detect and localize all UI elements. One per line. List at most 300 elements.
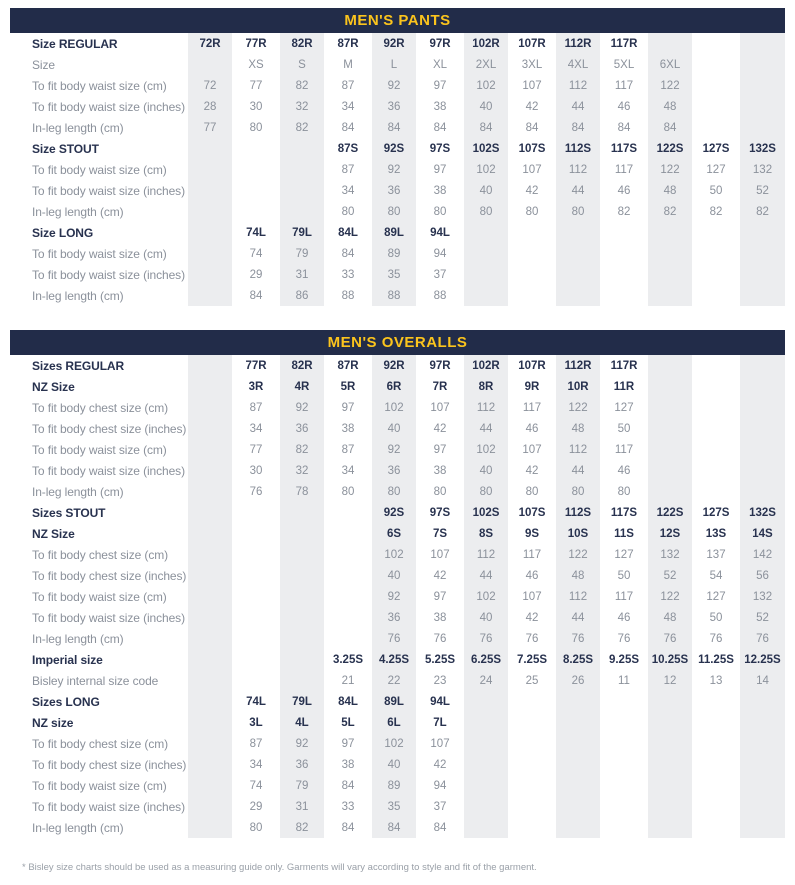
size-cell: 34 bbox=[233, 418, 279, 439]
size-cell bbox=[187, 628, 233, 649]
size-cell: 40 bbox=[463, 460, 509, 481]
size-cell bbox=[279, 138, 325, 159]
size-cell: 80 bbox=[463, 201, 509, 222]
size-cell: 40 bbox=[463, 180, 509, 201]
size-cell: 82 bbox=[279, 817, 325, 838]
size-cell: 92 bbox=[279, 397, 325, 418]
size-cell bbox=[187, 565, 233, 586]
size-cell: 84 bbox=[555, 117, 601, 138]
size-cell: 42 bbox=[509, 96, 555, 117]
size-cell bbox=[233, 628, 279, 649]
size-cell bbox=[187, 376, 233, 397]
size-cell bbox=[693, 54, 739, 75]
size-cell bbox=[233, 565, 279, 586]
size-cell: 102 bbox=[371, 397, 417, 418]
size-cell bbox=[509, 754, 555, 775]
size-cell bbox=[739, 418, 785, 439]
size-cell bbox=[463, 691, 509, 712]
mens-overalls-table bbox=[10, 355, 785, 838]
size-cell: 38 bbox=[417, 96, 463, 117]
size-cell: 80 bbox=[325, 201, 371, 222]
table-row bbox=[10, 117, 785, 138]
size-cell: 35 bbox=[371, 264, 417, 285]
size-cell: 84 bbox=[417, 117, 463, 138]
size-cell bbox=[279, 544, 325, 565]
size-cell bbox=[601, 796, 647, 817]
table-row bbox=[10, 264, 785, 285]
size-cell: 80 bbox=[417, 481, 463, 502]
size-cell: 102 bbox=[463, 75, 509, 96]
row-label: Size STOUT bbox=[32, 141, 99, 156]
size-cell: 112 bbox=[555, 159, 601, 180]
table-row bbox=[10, 180, 785, 201]
size-cell: 84 bbox=[463, 117, 509, 138]
size-cell: 11.25S bbox=[693, 649, 739, 670]
table-row bbox=[10, 75, 785, 96]
size-cell bbox=[233, 138, 279, 159]
size-cell bbox=[187, 418, 233, 439]
size-cell: 3XL bbox=[509, 54, 555, 75]
size-cell bbox=[509, 796, 555, 817]
size-cell bbox=[739, 775, 785, 796]
size-cell: 12S bbox=[647, 523, 693, 544]
size-cell bbox=[693, 775, 739, 796]
size-cell: 107S bbox=[509, 502, 555, 523]
size-cell bbox=[739, 460, 785, 481]
size-cell: 72R bbox=[187, 33, 233, 54]
row-label: To fit body waist size (cm) bbox=[32, 78, 167, 93]
table-row bbox=[10, 502, 785, 523]
size-cell: 8.25S bbox=[555, 649, 601, 670]
size-cell: 97R bbox=[417, 33, 463, 54]
size-cell: 102S bbox=[463, 138, 509, 159]
size-cell bbox=[187, 523, 233, 544]
size-cell: 3L bbox=[233, 712, 279, 733]
row-label: Sizes REGULAR bbox=[32, 358, 125, 373]
size-cell: 72 bbox=[187, 75, 233, 96]
size-cell: 22 bbox=[371, 670, 417, 691]
size-cell: 35 bbox=[371, 796, 417, 817]
size-cell bbox=[279, 523, 325, 544]
size-cell: 29 bbox=[233, 264, 279, 285]
size-cell: 122S bbox=[647, 502, 693, 523]
size-cell bbox=[647, 397, 693, 418]
row-label: To fit body waist size (inches) bbox=[32, 463, 185, 478]
size-cell bbox=[509, 733, 555, 754]
size-cell: 80 bbox=[601, 481, 647, 502]
row-label: Size bbox=[32, 57, 55, 72]
size-cell: 97 bbox=[417, 439, 463, 460]
size-cell: 80 bbox=[371, 481, 417, 502]
size-cell: 80 bbox=[463, 481, 509, 502]
size-cell bbox=[601, 243, 647, 264]
size-cell bbox=[187, 502, 233, 523]
size-cell: 76 bbox=[371, 628, 417, 649]
size-cell: 97 bbox=[417, 75, 463, 96]
size-cell: 13S bbox=[693, 523, 739, 544]
size-cell bbox=[463, 754, 509, 775]
table-row bbox=[10, 460, 785, 481]
size-cell bbox=[647, 754, 693, 775]
size-cell: 36 bbox=[279, 418, 325, 439]
size-cell: 92 bbox=[371, 439, 417, 460]
size-cell: 6.25S bbox=[463, 649, 509, 670]
size-cell: 74 bbox=[233, 775, 279, 796]
size-cell: 88 bbox=[417, 285, 463, 306]
table-row bbox=[10, 544, 785, 565]
size-cell: 82 bbox=[279, 439, 325, 460]
size-cell bbox=[647, 222, 693, 243]
size-cell: 10R bbox=[555, 376, 601, 397]
row-label: NZ Size bbox=[32, 379, 75, 394]
size-cell: 117S bbox=[601, 138, 647, 159]
size-cell bbox=[601, 712, 647, 733]
size-cell bbox=[187, 754, 233, 775]
size-cell: 2XL bbox=[463, 54, 509, 75]
size-cell bbox=[601, 733, 647, 754]
size-cell: 30 bbox=[233, 96, 279, 117]
table-row bbox=[10, 523, 785, 544]
size-cell bbox=[509, 243, 555, 264]
size-cell: 97 bbox=[417, 586, 463, 607]
size-cell bbox=[555, 817, 601, 838]
size-cell: 42 bbox=[417, 754, 463, 775]
size-cell: 107 bbox=[417, 544, 463, 565]
size-cell bbox=[325, 565, 371, 586]
size-cell: 54 bbox=[693, 565, 739, 586]
table-row bbox=[10, 607, 785, 628]
size-cell bbox=[187, 201, 233, 222]
size-cell: 50 bbox=[693, 180, 739, 201]
size-cell: 122S bbox=[647, 138, 693, 159]
size-cell: 127 bbox=[601, 544, 647, 565]
size-cell bbox=[463, 285, 509, 306]
size-cell bbox=[693, 460, 739, 481]
size-cell: 77 bbox=[233, 75, 279, 96]
size-cell bbox=[693, 264, 739, 285]
size-cell: 117 bbox=[601, 439, 647, 460]
size-cell bbox=[509, 285, 555, 306]
size-cell bbox=[739, 355, 785, 376]
size-cell: 42 bbox=[509, 460, 555, 481]
size-cell: 112S bbox=[555, 138, 601, 159]
size-cell: 77 bbox=[187, 117, 233, 138]
row-label: To fit body waist size (cm) bbox=[32, 778, 167, 793]
size-cell: 36 bbox=[371, 460, 417, 481]
size-cell bbox=[739, 691, 785, 712]
size-cell: 50 bbox=[601, 565, 647, 586]
size-cell: 117 bbox=[509, 544, 555, 565]
size-cell: 8R bbox=[463, 376, 509, 397]
size-cell bbox=[739, 117, 785, 138]
size-cell bbox=[739, 75, 785, 96]
size-cell: 122 bbox=[555, 544, 601, 565]
size-cell: 87 bbox=[325, 439, 371, 460]
row-label: Imperial size bbox=[32, 652, 103, 667]
size-cell: 34 bbox=[325, 180, 371, 201]
size-cell: 9S bbox=[509, 523, 555, 544]
size-cell bbox=[739, 733, 785, 754]
size-cell: 50 bbox=[693, 607, 739, 628]
size-cell: 107 bbox=[509, 159, 555, 180]
size-cell: 84 bbox=[325, 117, 371, 138]
size-cell bbox=[555, 691, 601, 712]
size-cell bbox=[187, 138, 233, 159]
size-cell: 82R bbox=[279, 355, 325, 376]
row-label: In-leg length (cm) bbox=[32, 631, 124, 646]
size-cell: 52 bbox=[739, 180, 785, 201]
size-cell: 74L bbox=[233, 691, 279, 712]
size-cell: 92 bbox=[371, 159, 417, 180]
footnote: * Bisley size charts should be used as a measuring guide only. Garments will vary according to style and fit of the garment. bbox=[22, 862, 537, 873]
size-cell bbox=[279, 565, 325, 586]
size-cell: 76 bbox=[555, 628, 601, 649]
size-cell: 102 bbox=[371, 733, 417, 754]
size-cell: 84 bbox=[325, 243, 371, 264]
table-row bbox=[10, 754, 785, 775]
row-label: To fit body waist size (cm) bbox=[32, 246, 167, 261]
size-cell bbox=[647, 481, 693, 502]
size-cell: 102 bbox=[463, 439, 509, 460]
size-cell: 52 bbox=[647, 565, 693, 586]
size-cell: 107 bbox=[417, 733, 463, 754]
size-cell: 78 bbox=[279, 481, 325, 502]
size-cell: 107R bbox=[509, 33, 555, 54]
size-cell bbox=[325, 523, 371, 544]
size-cell bbox=[187, 775, 233, 796]
mens-pants-chart bbox=[10, 8, 785, 306]
size-cell: 122 bbox=[647, 159, 693, 180]
size-cell: 97 bbox=[325, 397, 371, 418]
table-row bbox=[10, 691, 785, 712]
table-row bbox=[10, 628, 785, 649]
size-cell: 84 bbox=[417, 817, 463, 838]
size-cell: 44 bbox=[463, 418, 509, 439]
size-cell bbox=[555, 796, 601, 817]
size-cell bbox=[693, 222, 739, 243]
size-cell: 48 bbox=[555, 418, 601, 439]
size-cell: 38 bbox=[417, 607, 463, 628]
size-cell bbox=[187, 670, 233, 691]
size-cell bbox=[555, 285, 601, 306]
size-cell bbox=[647, 264, 693, 285]
size-cell bbox=[463, 796, 509, 817]
size-cell: 89L bbox=[371, 691, 417, 712]
size-cell: 7L bbox=[417, 712, 463, 733]
size-cell: 117S bbox=[601, 502, 647, 523]
size-cell: 76 bbox=[463, 628, 509, 649]
size-cell: 84 bbox=[325, 817, 371, 838]
size-cell: 80 bbox=[325, 481, 371, 502]
row-label: To fit body waist size (inches) bbox=[32, 799, 185, 814]
size-cell: 122 bbox=[647, 586, 693, 607]
size-cell bbox=[647, 817, 693, 838]
row-label: Size LONG bbox=[32, 225, 94, 240]
table-row bbox=[10, 376, 785, 397]
size-cell bbox=[233, 523, 279, 544]
size-cell bbox=[693, 691, 739, 712]
row-label: To fit body waist size (inches) bbox=[32, 99, 185, 114]
table-row bbox=[10, 138, 785, 159]
size-cell: 82 bbox=[693, 201, 739, 222]
size-cell bbox=[279, 649, 325, 670]
size-cell: 79L bbox=[279, 222, 325, 243]
table-row bbox=[10, 670, 785, 691]
size-cell bbox=[187, 607, 233, 628]
size-cell: 48 bbox=[555, 565, 601, 586]
size-cell: 84 bbox=[601, 117, 647, 138]
size-cell: 11R bbox=[601, 376, 647, 397]
size-cell bbox=[693, 285, 739, 306]
size-cell bbox=[279, 159, 325, 180]
table-row bbox=[10, 33, 785, 54]
size-cell bbox=[509, 264, 555, 285]
table-row bbox=[10, 96, 785, 117]
row-label: To fit body chest size (cm) bbox=[32, 547, 169, 562]
row-label: To fit body waist size (inches) bbox=[32, 267, 185, 282]
size-cell: 107 bbox=[509, 586, 555, 607]
size-cell: 92 bbox=[279, 733, 325, 754]
row-label: Size REGULAR bbox=[32, 36, 118, 51]
size-cell: 80 bbox=[233, 117, 279, 138]
size-cell bbox=[647, 796, 693, 817]
mens-pants-title: MEN'S PANTS bbox=[10, 8, 785, 33]
size-cell: 117 bbox=[601, 159, 647, 180]
size-cell: 82 bbox=[647, 201, 693, 222]
size-cell bbox=[325, 502, 371, 523]
table-row bbox=[10, 397, 785, 418]
row-label: In-leg length (cm) bbox=[32, 820, 124, 835]
size-cell: 48 bbox=[647, 96, 693, 117]
size-cell: 32 bbox=[279, 96, 325, 117]
row-label: Bisley internal size code bbox=[32, 673, 159, 688]
size-cell bbox=[647, 691, 693, 712]
table-row bbox=[10, 418, 785, 439]
row-label: To fit body waist size (inches) bbox=[32, 183, 185, 198]
size-cell: 117 bbox=[601, 75, 647, 96]
size-cell bbox=[739, 96, 785, 117]
size-cell bbox=[693, 796, 739, 817]
size-cell bbox=[233, 670, 279, 691]
table-row bbox=[10, 222, 785, 243]
size-cell bbox=[325, 544, 371, 565]
size-cell bbox=[187, 586, 233, 607]
size-cell: 28 bbox=[187, 96, 233, 117]
size-cell: 132 bbox=[647, 544, 693, 565]
size-cell bbox=[187, 355, 233, 376]
size-cell bbox=[601, 775, 647, 796]
size-cell bbox=[187, 222, 233, 243]
size-cell: 92R bbox=[371, 355, 417, 376]
size-cell: 38 bbox=[325, 754, 371, 775]
size-cell: 80 bbox=[555, 201, 601, 222]
table-row bbox=[10, 733, 785, 754]
size-cell bbox=[187, 460, 233, 481]
row-label: NZ size bbox=[32, 715, 74, 730]
size-cell: 80 bbox=[509, 481, 555, 502]
size-cell bbox=[187, 544, 233, 565]
row-label: In-leg length (cm) bbox=[32, 204, 124, 219]
size-cell: 87R bbox=[325, 355, 371, 376]
size-cell bbox=[187, 243, 233, 264]
size-cell: 76 bbox=[509, 628, 555, 649]
size-cell: 88 bbox=[371, 285, 417, 306]
size-cell: 37 bbox=[417, 264, 463, 285]
size-cell bbox=[187, 159, 233, 180]
size-cell: 87S bbox=[325, 138, 371, 159]
size-cell: 5R bbox=[325, 376, 371, 397]
size-cell bbox=[187, 712, 233, 733]
size-cell bbox=[187, 733, 233, 754]
size-cell bbox=[325, 586, 371, 607]
size-cell: 4.25S bbox=[371, 649, 417, 670]
size-cell: 24 bbox=[463, 670, 509, 691]
size-cell: 84 bbox=[647, 117, 693, 138]
row-label: To fit body chest size (inches) bbox=[32, 421, 187, 436]
table-row bbox=[10, 285, 785, 306]
size-cell bbox=[187, 180, 233, 201]
size-cell: 46 bbox=[509, 565, 555, 586]
size-cell: 74L bbox=[233, 222, 279, 243]
size-cell: 5.25S bbox=[417, 649, 463, 670]
size-cell: 76 bbox=[233, 481, 279, 502]
size-cell: 38 bbox=[325, 418, 371, 439]
size-cell: 40 bbox=[463, 607, 509, 628]
size-cell bbox=[187, 649, 233, 670]
size-cell bbox=[739, 796, 785, 817]
size-cell: 79 bbox=[279, 243, 325, 264]
size-cell bbox=[509, 817, 555, 838]
size-cell: 97 bbox=[417, 159, 463, 180]
mens-overalls-title: MEN'S OVERALLS bbox=[10, 330, 785, 355]
table-row bbox=[10, 796, 785, 817]
table-row bbox=[10, 817, 785, 838]
size-cell: 7S bbox=[417, 523, 463, 544]
size-cell: 48 bbox=[647, 180, 693, 201]
size-cell bbox=[739, 285, 785, 306]
size-cell bbox=[279, 670, 325, 691]
size-cell: 84 bbox=[371, 117, 417, 138]
size-cell: 137 bbox=[693, 544, 739, 565]
size-cell: 4L bbox=[279, 712, 325, 733]
size-cell: 40 bbox=[371, 754, 417, 775]
size-cell: 97 bbox=[325, 733, 371, 754]
size-cell bbox=[647, 733, 693, 754]
size-cell: 46 bbox=[601, 180, 647, 201]
size-cell: 14S bbox=[739, 523, 785, 544]
size-cell bbox=[601, 264, 647, 285]
size-cell: 56 bbox=[739, 565, 785, 586]
size-cell: 82 bbox=[279, 75, 325, 96]
size-cell: 9R bbox=[509, 376, 555, 397]
size-cell: 92 bbox=[371, 75, 417, 96]
size-cell bbox=[279, 607, 325, 628]
size-cell: 84L bbox=[325, 691, 371, 712]
row-label: In-leg length (cm) bbox=[32, 120, 124, 135]
size-cell bbox=[693, 96, 739, 117]
size-cell: 31 bbox=[279, 264, 325, 285]
size-cell: 38 bbox=[417, 180, 463, 201]
size-cell bbox=[693, 817, 739, 838]
size-cell: 29 bbox=[233, 796, 279, 817]
size-cell: 11 bbox=[601, 670, 647, 691]
size-cell bbox=[233, 649, 279, 670]
size-cell: 107 bbox=[509, 439, 555, 460]
size-cell bbox=[233, 201, 279, 222]
size-cell bbox=[463, 712, 509, 733]
size-cell: M bbox=[325, 54, 371, 75]
row-label: To fit body chest size (inches) bbox=[32, 568, 187, 583]
